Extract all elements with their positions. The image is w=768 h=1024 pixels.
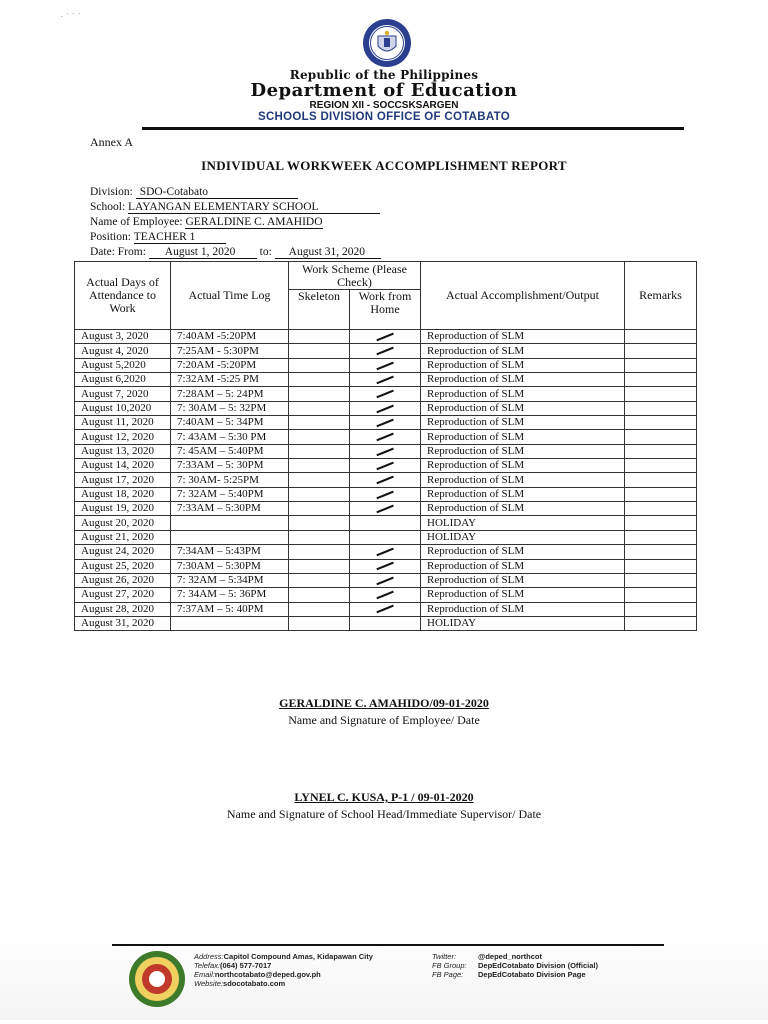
- table-row: [75, 444, 697, 458]
- row-wfh: [350, 545, 421, 559]
- check-mark-icon: [376, 447, 393, 455]
- row-output: Reproduction of SLM: [421, 545, 625, 559]
- footer-divider: [112, 944, 664, 946]
- row-remarks: [625, 588, 697, 602]
- footer: [0, 930, 768, 1020]
- row-remarks: [625, 387, 697, 401]
- republic-text: Republic of the Philippines: [289, 68, 479, 82]
- check-mark-icon: [376, 605, 393, 613]
- head-signature-label: Name and Signature of School Head/Immediate Supervisor/ Date: [226, 807, 542, 821]
- row-remarks: [625, 401, 697, 415]
- employee-signature-name: GERALDINE C. AMAHIDO/09-01-2020: [279, 696, 489, 710]
- table-row: [75, 602, 697, 616]
- row-skeleton: [289, 502, 350, 516]
- position-value: TEACHER 1: [134, 231, 226, 244]
- division-label: Division:: [90, 186, 133, 198]
- employee-signature-label: Name and Signature of Employee/ Date: [288, 713, 480, 727]
- check-mark-icon: [376, 404, 393, 412]
- row-time: 7:34AM – 5:43PM: [171, 545, 289, 559]
- row-skeleton: [289, 559, 350, 573]
- row-remarks: [625, 502, 697, 516]
- row-skeleton: [289, 573, 350, 587]
- employee-label: Name of Employee:: [90, 216, 183, 228]
- school-line: [90, 201, 380, 214]
- attendance-rows: [75, 330, 697, 631]
- check-mark-icon: [376, 591, 393, 599]
- email-value[interactable]: northcotabato@deped.gov.ph: [214, 970, 321, 979]
- division-value: SDO-Cotabato: [136, 186, 298, 199]
- address-label: Address:: [194, 952, 224, 961]
- row-skeleton: [289, 373, 350, 387]
- check-mark-icon: [376, 361, 393, 369]
- header-remarks: Remarks: [625, 262, 697, 330]
- fbgroup-value[interactable]: DepEdCotabato Division (Official): [478, 961, 599, 970]
- table-row: [75, 459, 697, 473]
- telefax-label: Telefax:: [194, 961, 220, 970]
- row-remarks: [625, 459, 697, 473]
- row-remarks: [625, 373, 697, 387]
- row-output: Reproduction of SLM: [421, 459, 625, 473]
- row-remarks: [625, 545, 697, 559]
- division-line: [90, 186, 298, 199]
- table-row: [75, 616, 697, 630]
- row-remarks: [625, 416, 697, 430]
- check-mark-icon: [376, 505, 393, 513]
- table-row: [75, 516, 697, 530]
- telefax-value: (064) 577-7017: [220, 961, 272, 970]
- row-date: August 26, 2020: [75, 573, 171, 587]
- row-skeleton: [289, 516, 350, 530]
- row-wfh: [350, 559, 421, 573]
- row-time: 7: 32AM – 5:40PM: [171, 487, 289, 501]
- fbgroup-label: FB Group:: [432, 961, 467, 970]
- row-output: Reproduction of SLM: [421, 430, 625, 444]
- row-time: 7:33AM – 5:30PM: [171, 502, 289, 516]
- row-date: August 4, 2020: [75, 344, 171, 358]
- row-output: Reproduction of SLM: [421, 444, 625, 458]
- row-wfh: [350, 330, 421, 344]
- letterhead: [0, 0, 768, 135]
- check-mark-icon: [376, 490, 393, 498]
- check-mark-icon: [376, 433, 393, 441]
- table-row: [75, 401, 697, 415]
- row-time: 7:30AM – 5:30PM: [171, 559, 289, 573]
- row-time: 7: 30AM – 5: 32PM: [171, 401, 289, 415]
- table-row: [75, 473, 697, 487]
- head-signature-name: LYNEL C. KUSA, P-1 / 09-01-2020: [294, 790, 474, 804]
- check-mark-icon: [376, 333, 393, 341]
- check-mark-icon: [376, 562, 393, 570]
- row-date: August 7, 2020: [75, 387, 171, 401]
- row-time: 7:28AM – 5: 24PM: [171, 387, 289, 401]
- twitter-value[interactable]: @deped_northcot: [478, 952, 542, 961]
- row-skeleton: [289, 330, 350, 344]
- row-remarks: [625, 430, 697, 444]
- row-date: August 11, 2020: [75, 416, 171, 430]
- row-wfh: [350, 430, 421, 444]
- check-mark-icon: [376, 347, 393, 355]
- row-time: [171, 516, 289, 530]
- row-date: August 6,2020: [75, 373, 171, 387]
- row-date: August 5,2020: [75, 358, 171, 372]
- row-time: 7:37AM – 5: 40PM: [171, 602, 289, 616]
- school-label: School:: [90, 201, 126, 213]
- row-wfh: [350, 473, 421, 487]
- email-label: Email:: [194, 970, 215, 979]
- row-date: August 13, 2020: [75, 444, 171, 458]
- row-output: Reproduction of SLM: [421, 330, 625, 344]
- table-row: [75, 502, 697, 516]
- row-wfh: [350, 344, 421, 358]
- header-wfh: Work from Home: [350, 290, 421, 330]
- row-wfh: [350, 573, 421, 587]
- row-time: [171, 616, 289, 630]
- row-time: 7: 43AM – 5:30 PM: [171, 430, 289, 444]
- row-date: August 18, 2020: [75, 487, 171, 501]
- row-output: Reproduction of SLM: [421, 416, 625, 430]
- row-wfh: [350, 588, 421, 602]
- row-date: August 14, 2020: [75, 459, 171, 473]
- annex-label: Annex A: [90, 135, 133, 149]
- header-scheme: Work Scheme (Please Check): [289, 262, 421, 290]
- table-row: [75, 330, 697, 344]
- row-output: HOLIDAY: [421, 516, 625, 530]
- row-remarks: [625, 344, 697, 358]
- deped-seal-icon: [362, 18, 412, 68]
- row-time: 7:25AM - 5:30PM: [171, 344, 289, 358]
- row-date: August 21, 2020: [75, 530, 171, 544]
- row-wfh: [350, 530, 421, 544]
- row-wfh: [350, 602, 421, 616]
- row-output: Reproduction of SLM: [421, 573, 625, 587]
- region-text: REGION XII - SOCCSKSARGEN: [309, 100, 459, 111]
- row-skeleton: [289, 444, 350, 458]
- footer-contact: [194, 952, 373, 988]
- row-date: August 3, 2020: [75, 330, 171, 344]
- table-row: [75, 373, 697, 387]
- row-date: August 24, 2020: [75, 545, 171, 559]
- row-date: August 20, 2020: [75, 516, 171, 530]
- table-row: [75, 387, 697, 401]
- row-date: August 10,2020: [75, 401, 171, 415]
- row-date: August 27, 2020: [75, 588, 171, 602]
- row-wfh: [350, 502, 421, 516]
- header-output: Actual Accomplishment/Output: [421, 262, 625, 330]
- row-skeleton: [289, 588, 350, 602]
- row-output: Reproduction of SLM: [421, 387, 625, 401]
- employee-line: [90, 216, 323, 229]
- table-row: [75, 344, 697, 358]
- header-days: Actual Days of Attendance to Work: [75, 262, 171, 330]
- row-skeleton: [289, 487, 350, 501]
- row-remarks: [625, 602, 697, 616]
- row-wfh: [350, 373, 421, 387]
- row-remarks: [625, 473, 697, 487]
- row-wfh: [350, 358, 421, 372]
- table-row: [75, 416, 697, 430]
- scan-mark: · ˙ ˙ ˙: [60, 12, 81, 23]
- address-value: Capitol Compound Amas, Kidapawan City: [223, 952, 373, 961]
- table-row: [75, 573, 697, 587]
- header-skeleton: Skeleton: [289, 290, 350, 330]
- row-time: 7: 34AM – 5: 36PM: [171, 588, 289, 602]
- fbpage-label: FB Page:: [432, 970, 464, 979]
- row-skeleton: [289, 459, 350, 473]
- row-remarks: [625, 487, 697, 501]
- row-wfh: [350, 487, 421, 501]
- row-output: Reproduction of SLM: [421, 588, 625, 602]
- header-divider: [142, 127, 684, 130]
- attendance-table: [74, 261, 697, 631]
- row-output: Reproduction of SLM: [421, 473, 625, 487]
- twitter-label: Twitter:: [432, 952, 457, 961]
- department-text: Department of Education: [250, 80, 518, 101]
- row-time: 7:32AM -5:25 PM: [171, 373, 289, 387]
- row-wfh: [350, 616, 421, 630]
- row-output: Reproduction of SLM: [421, 487, 625, 501]
- row-time: 7: 45AM – 5:40PM: [171, 444, 289, 458]
- row-output: Reproduction of SLM: [421, 358, 625, 372]
- row-date: August 17, 2020: [75, 473, 171, 487]
- table-row: [75, 545, 697, 559]
- row-output: Reproduction of SLM: [421, 502, 625, 516]
- table-row: [75, 530, 697, 544]
- row-output: HOLIDAY: [421, 616, 625, 630]
- fbpage-value[interactable]: DepEdCotabato Division Page: [478, 970, 586, 979]
- position-label: Position:: [90, 231, 131, 243]
- row-skeleton: [289, 416, 350, 430]
- row-date: August 25, 2020: [75, 559, 171, 573]
- row-remarks: [625, 516, 697, 530]
- row-wfh: [350, 387, 421, 401]
- employee-value: GERALDINE C. AMAHIDO: [185, 216, 323, 228]
- check-mark-icon: [376, 419, 393, 427]
- row-output: Reproduction of SLM: [421, 401, 625, 415]
- row-skeleton: [289, 545, 350, 559]
- table-row: [75, 487, 697, 501]
- employee-signature-block: [0, 696, 768, 728]
- check-mark-icon: [376, 476, 393, 484]
- date-line: [90, 246, 381, 259]
- position-line: [90, 231, 226, 244]
- row-skeleton: [289, 401, 350, 415]
- row-skeleton: [289, 358, 350, 372]
- check-mark-icon: [376, 390, 393, 398]
- table-row: [75, 588, 697, 602]
- website-value[interactable]: sdocotabato.com: [223, 979, 286, 988]
- check-mark-icon: [376, 548, 393, 556]
- row-time: 7:40AM -5:20PM: [171, 330, 289, 344]
- table-row: [75, 430, 697, 444]
- row-time: [171, 530, 289, 544]
- check-mark-icon: [376, 576, 393, 584]
- check-mark-icon: [376, 376, 393, 384]
- footer-social: [432, 952, 598, 979]
- date-from-label: Date: From:: [90, 246, 146, 258]
- row-date: August 31, 2020: [75, 616, 171, 630]
- row-skeleton: [289, 387, 350, 401]
- division-logo-icon: [128, 950, 186, 1008]
- row-skeleton: [289, 473, 350, 487]
- row-skeleton: [289, 602, 350, 616]
- website-label: Website:: [194, 979, 224, 988]
- header-timelog: Actual Time Log: [171, 262, 289, 330]
- row-time: 7: 30AM- 5:25PM: [171, 473, 289, 487]
- office-text: SCHOOLS DIVISION OFFICE OF COTABATO: [257, 111, 510, 123]
- row-time: 7: 32AM – 5:34PM: [171, 573, 289, 587]
- school-value: LAYANGAN ELEMENTARY SCHOOL: [128, 201, 380, 214]
- row-time: 7:20AM -5:20PM: [171, 358, 289, 372]
- date-from-value: August 1, 2020: [149, 246, 257, 259]
- row-remarks: [625, 530, 697, 544]
- row-remarks: [625, 616, 697, 630]
- row-skeleton: [289, 530, 350, 544]
- row-output: Reproduction of SLM: [421, 602, 625, 616]
- row-time: 7:33AM – 5: 30PM: [171, 459, 289, 473]
- row-remarks: [625, 444, 697, 458]
- head-signature-block: [0, 790, 768, 822]
- row-wfh: [350, 516, 421, 530]
- check-mark-icon: [376, 462, 393, 470]
- row-time: 7:40AM – 5: 34PM: [171, 416, 289, 430]
- row-skeleton: [289, 616, 350, 630]
- report-title: INDIVIDUAL WORKWEEK ACCOMPLISHMENT REPORT: [201, 158, 567, 173]
- row-remarks: [625, 330, 697, 344]
- row-wfh: [350, 416, 421, 430]
- date-to-value: August 31, 2020: [275, 246, 381, 259]
- row-output: Reproduction of SLM: [421, 344, 625, 358]
- row-remarks: [625, 358, 697, 372]
- row-wfh: [350, 444, 421, 458]
- row-skeleton: [289, 344, 350, 358]
- row-date: August 12, 2020: [75, 430, 171, 444]
- row-wfh: [350, 401, 421, 415]
- row-output: Reproduction of SLM: [421, 373, 625, 387]
- table-row: [75, 559, 697, 573]
- row-skeleton: [289, 430, 350, 444]
- row-output: Reproduction of SLM: [421, 559, 625, 573]
- row-remarks: [625, 559, 697, 573]
- date-to-label: to:: [259, 246, 272, 258]
- row-output: HOLIDAY: [421, 530, 625, 544]
- row-date: August 19, 2020: [75, 502, 171, 516]
- row-remarks: [625, 573, 697, 587]
- row-date: August 28, 2020: [75, 602, 171, 616]
- table-row: [75, 358, 697, 372]
- row-wfh: [350, 459, 421, 473]
